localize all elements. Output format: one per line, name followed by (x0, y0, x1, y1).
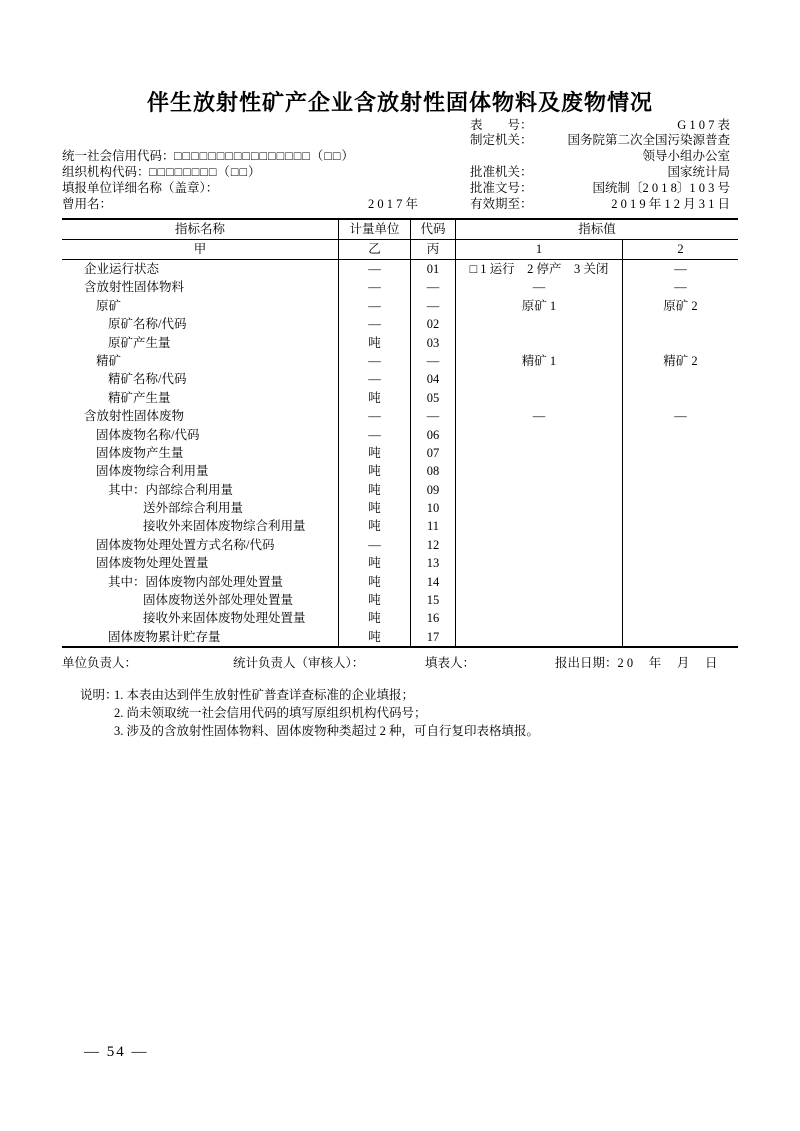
value2-cell (622, 536, 738, 554)
table-row (62, 389, 738, 407)
value1-cell (455, 334, 622, 352)
unit-cell: — (338, 407, 410, 425)
value2-cell: 精矿 2 (622, 352, 738, 370)
code-cell: 03 (410, 334, 455, 352)
value2-cell (622, 426, 738, 444)
credit-code-label: 统一社会信用代码： (62, 149, 175, 163)
code-cell: 15 (410, 591, 455, 609)
subcol-jia: 甲 (193, 242, 207, 256)
code-cell: — (410, 297, 455, 315)
code-cell: 16 (410, 609, 455, 627)
report-date-label: 报出日期：2 0 年 月 日 (555, 656, 718, 670)
table-row (62, 499, 738, 517)
value1-cell (455, 517, 622, 535)
value2-cell (622, 554, 738, 572)
unit-cell: 吨 (338, 573, 410, 591)
value2-cell: — (622, 278, 738, 296)
indicator-name-cell: 其中：内部综合利用量 (108, 482, 234, 497)
notes-label: 说明： (80, 688, 118, 702)
note-item-3: 3. 涉及的含放射性固体物料、固体废物种类超过 2 种，可自行复印表格填报。 (114, 724, 540, 738)
valid-until-label: 有效期至： (470, 197, 533, 211)
value1-cell (455, 389, 622, 407)
code-cell: 11 (410, 517, 455, 535)
code-cell: 05 (410, 389, 455, 407)
indicator-name-cell: 固体废物累计贮存量 (108, 629, 221, 644)
indicator-name-cell: 企业运行状态 (84, 262, 160, 276)
unit-cell: — (338, 426, 410, 444)
approver-value: 国家统计局 (667, 165, 730, 179)
former-name-label: 曾用名： (62, 197, 113, 211)
indicator-name-cell: 固体废物处理处置量 (96, 556, 209, 571)
note-item-2: 2. 尚未领取统一社会信用代码的填写原组织机构代码号； (114, 706, 427, 720)
doc-no-value: 国统制〔2 0 1 8〕1 0 3 号 (592, 181, 730, 195)
unit-cell: 吨 (338, 444, 410, 462)
unit-cell: — (338, 315, 410, 333)
unit-cell: — (338, 536, 410, 554)
subcol-bing: 丙 (410, 240, 455, 259)
code-cell: 17 (410, 628, 455, 646)
value2-cell (622, 444, 738, 462)
value2-cell (622, 517, 738, 535)
code-cell: 08 (410, 462, 455, 480)
value2-cell (622, 609, 738, 627)
value1-cell (455, 315, 622, 333)
unit-cell: 吨 (338, 499, 410, 517)
indicator-name-cell: 精矿名称/代码 (108, 372, 187, 387)
value2-cell (622, 591, 738, 609)
table-row (62, 297, 738, 315)
table-header-row1 (62, 220, 738, 240)
value1-cell: — (455, 278, 622, 296)
col-header-unit: 计量单位 (338, 220, 410, 239)
value2-cell: 原矿 2 (622, 297, 738, 315)
table-row (62, 370, 738, 388)
value2-cell (622, 462, 738, 480)
table-row (62, 444, 738, 462)
unit-cell: — (338, 260, 410, 278)
indicator-table (62, 218, 738, 648)
value2-cell (622, 315, 738, 333)
report-year: 2 0 1 7 年 (368, 197, 419, 211)
form-title: 伴生放射性矿产企业含放射性固体物料及废物情况 (146, 90, 653, 115)
unit-cell: 吨 (338, 591, 410, 609)
value1-cell (455, 444, 622, 462)
value1-cell (455, 536, 622, 554)
doc-no-label: 批准文号： (470, 181, 533, 195)
indicator-name-cell: 精矿 (96, 353, 122, 368)
table-row (62, 481, 738, 499)
maker-value-line1: 国务院第二次全国污染源普查 (567, 133, 730, 147)
code-cell: 09 (410, 481, 455, 499)
value2-cell (622, 573, 738, 591)
indicator-name-cell: 固体废物产生量 (96, 445, 184, 460)
value2-cell (622, 481, 738, 499)
maker-label: 制定机关： (470, 133, 533, 147)
indicator-name-cell: 含放射性固体物料 (84, 280, 185, 295)
value2-cell (622, 389, 738, 407)
code-cell: — (410, 352, 455, 370)
table-row (62, 315, 738, 333)
code-cell: 13 (410, 554, 455, 572)
unit-cell: 吨 (338, 481, 410, 499)
stats-head-label: 统计负责人（审核人）： (233, 656, 365, 670)
code-cell: 10 (410, 499, 455, 517)
indicator-name-cell: 接收外来固体废物处理处置量 (143, 611, 306, 626)
form-no-label: 表 号： (470, 118, 533, 132)
valid-until-value: 2 0 1 9 年 1 2 月 3 1 日 (611, 197, 730, 211)
table-row (62, 554, 738, 572)
form-no-value: G 1 0 7 表 (677, 118, 730, 132)
col-header-value: 指标值 (455, 220, 738, 239)
code-cell: — (410, 278, 455, 296)
col-header-code: 代码 (410, 220, 455, 239)
table-body (62, 260, 738, 646)
table-row (62, 609, 738, 627)
unit-cell: — (338, 297, 410, 315)
unit-cell: 吨 (338, 554, 410, 572)
unit-cell: 吨 (338, 389, 410, 407)
value1-cell (455, 609, 622, 627)
indicator-name-cell: 接收外来固体废物综合利用量 (143, 519, 306, 534)
value1-cell (455, 426, 622, 444)
indicator-name-cell: 其中：固体废物内部处理处置量 (108, 574, 284, 589)
code-cell: 12 (410, 536, 455, 554)
subcol-value1: 1 (455, 240, 622, 259)
code-cell: 02 (410, 315, 455, 333)
value2-cell (622, 499, 738, 517)
indicator-name-cell: 原矿产生量 (108, 335, 171, 350)
unit-cell: — (338, 278, 410, 296)
unit-head-label: 单位负责人： (62, 656, 138, 670)
subcol-value2: 2 (622, 240, 738, 259)
unit-cell: 吨 (338, 334, 410, 352)
unit-name-label: 填报单位详细名称（盖章）： (62, 181, 219, 195)
code-cell: 01 (410, 260, 455, 278)
table-row (62, 334, 738, 352)
value2-cell (622, 370, 738, 388)
table-row (62, 462, 738, 480)
col-header-indicator: 指标名称 (174, 222, 225, 236)
value2-cell: — (622, 407, 738, 425)
unit-cell: 吨 (338, 628, 410, 646)
table-row (62, 426, 738, 444)
value1-cell: 精矿 1 (455, 352, 622, 370)
credit-code-boxes: □□□□□□□□□□□□□□□□（□□） (174, 149, 355, 163)
subcol-yi: 乙 (338, 240, 410, 259)
filler-label: 填表人： (425, 656, 476, 670)
indicator-name-cell: 固体废物名称/代码 (96, 427, 200, 442)
table-row (62, 628, 738, 646)
code-cell: — (410, 407, 455, 425)
approver-label: 批准机关： (470, 165, 533, 179)
code-cell: 07 (410, 444, 455, 462)
value1-cell (455, 628, 622, 646)
unit-cell: 吨 (338, 462, 410, 480)
note-item-1: 1. 本表由达到伴生放射性矿普查详查标准的企业填报； (114, 688, 415, 702)
value1-cell: 原矿 1 (455, 297, 622, 315)
table-row (62, 278, 738, 296)
unit-cell: — (338, 352, 410, 370)
indicator-name-cell: 含放射性固体废物 (84, 409, 185, 424)
table-header-row2 (62, 240, 738, 260)
unit-cell: 吨 (338, 609, 410, 627)
indicator-name-cell: 送外部综合利用量 (143, 501, 244, 516)
value1-cell (455, 591, 622, 609)
indicator-name-cell: 原矿 (96, 298, 122, 313)
org-code-label: 组织机构代码： (62, 165, 150, 179)
value2-cell: — (622, 260, 738, 278)
value1-cell: — (455, 407, 622, 425)
code-cell: 04 (410, 370, 455, 388)
value1-cell (455, 481, 622, 499)
table-row (62, 536, 738, 554)
table-row (62, 591, 738, 609)
table-row (62, 517, 738, 535)
value1-cell (455, 462, 622, 480)
indicator-name-cell: 固体废物综合利用量 (96, 464, 209, 479)
table-row (62, 573, 738, 591)
unit-cell: — (338, 370, 410, 388)
page-number: — 54 — (84, 1044, 149, 1060)
unit-cell: 吨 (338, 517, 410, 535)
value1-cell (455, 499, 622, 517)
value1-cell (455, 370, 622, 388)
maker-value-line2: 领导小组办公室 (642, 149, 730, 163)
table-row (62, 352, 738, 370)
value1-cell (455, 573, 622, 591)
org-code-boxes: □□□□□□□□（□□） (149, 165, 262, 179)
table-row (62, 407, 738, 425)
value2-cell (622, 334, 738, 352)
indicator-name-cell: 固体废物送外部处理处置量 (143, 593, 294, 608)
indicator-name-cell: 原矿名称/代码 (108, 317, 187, 332)
code-cell: 06 (410, 426, 455, 444)
value1-cell (455, 554, 622, 572)
indicator-name-cell: 精矿产生量 (108, 390, 171, 405)
value2-cell (622, 628, 738, 646)
indicator-name-cell: 固体废物处理处置方式名称/代码 (96, 537, 275, 552)
value1-cell: □ 1 运行 2 停产 3 关闭 (455, 260, 622, 278)
table-row (62, 260, 738, 278)
code-cell: 14 (410, 573, 455, 591)
